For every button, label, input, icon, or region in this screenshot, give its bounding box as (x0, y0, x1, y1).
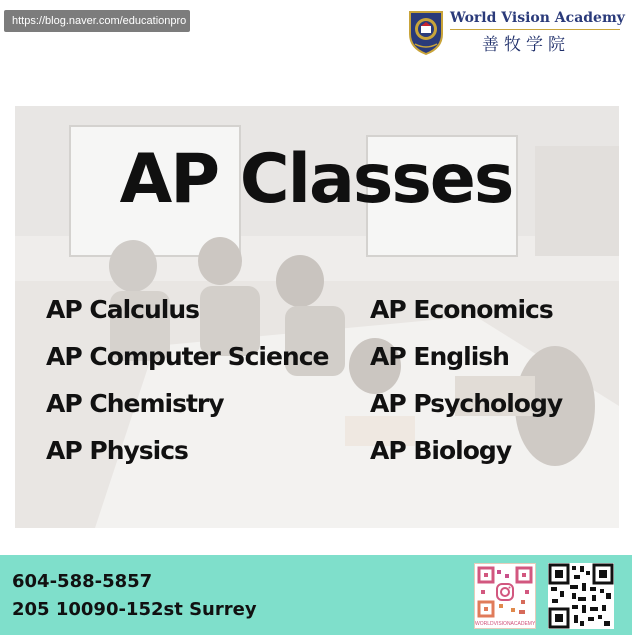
qr-code-icon[interactable] (548, 563, 614, 629)
page-title: AP Classes (119, 140, 513, 219)
contact-footer (0, 555, 632, 635)
class-item: AP English (370, 342, 509, 371)
academy-seal-icon (406, 8, 446, 56)
academy-name-cn: 善牧学院 (482, 35, 570, 55)
instagram-qr-art (475, 564, 535, 620)
class-item: AP Computer Science (46, 342, 329, 371)
instagram-icon (497, 584, 513, 600)
qr-code-art (548, 563, 614, 629)
academy-name-en: World Vision Academy (450, 10, 625, 26)
class-item: AP Biology (370, 436, 512, 465)
class-item: AP Psychology (370, 389, 563, 418)
street-address: 205 10090-152st Surrey (12, 599, 257, 620)
class-list-left (46, 292, 329, 480)
instagram-handle-caption: WORLDVISIONACADEMY (475, 621, 535, 627)
blog-url-badge[interactable] (4, 10, 190, 32)
phone-number[interactable]: 604-588-5857 (12, 571, 153, 592)
class-item: AP Economics (370, 295, 553, 324)
instagram-qr-icon[interactable] (474, 563, 536, 629)
class-item: AP Chemistry (46, 389, 224, 418)
blog-url-text: https://blog.naver.com/educationpro (12, 15, 187, 27)
class-item: AP Calculus (46, 295, 200, 324)
class-list-right (370, 292, 562, 480)
class-item: AP Physics (46, 436, 188, 465)
academy-logo (406, 8, 625, 58)
